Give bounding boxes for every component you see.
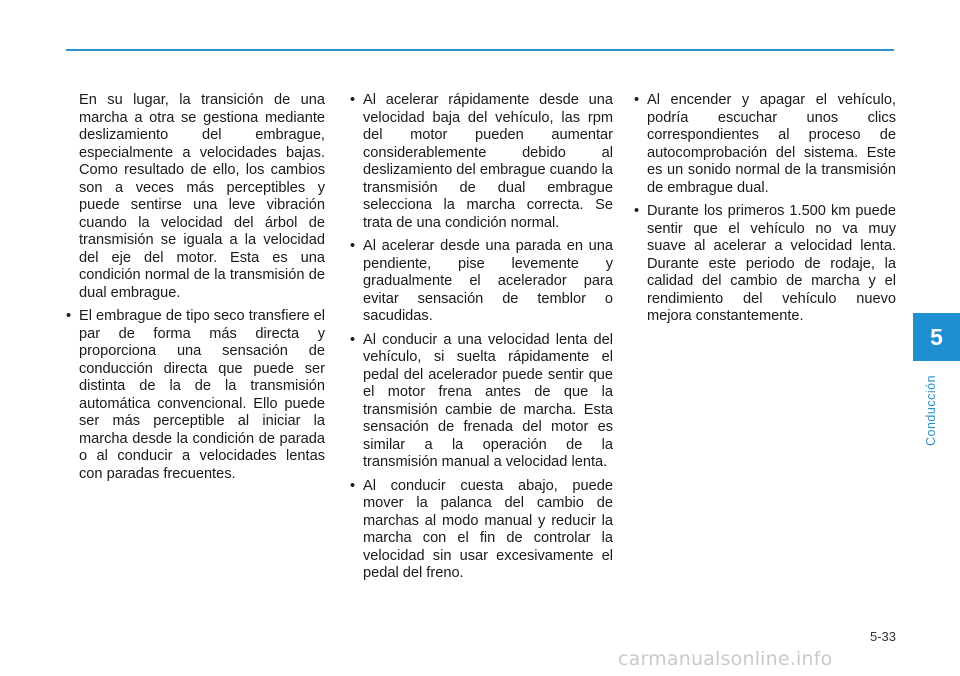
text-column-2 xyxy=(350,92,613,589)
bullet-item xyxy=(350,238,613,326)
bullet-text: Al conducir cuesta abajo, puede mover la palanca del cambio de marchas al modo manual y reducir la marcha con el fin de controlar la velocidad sin usar excesivamente el pedal del freno. xyxy=(363,477,613,581)
bullet-marker: • xyxy=(634,92,640,108)
bullet-text: Al acelerar desde una parada en una pendiente, pise levemente y gradualmente el acelerador para evitar sensación de temblor o sacudidas. xyxy=(363,238,613,324)
text-column-1 xyxy=(66,92,325,489)
bullet-marker: • xyxy=(66,308,72,324)
chapter-number: 5 xyxy=(930,323,943,350)
watermark: carmanualsonline.info xyxy=(618,648,833,670)
bullet-item xyxy=(350,478,613,583)
chapter-tab xyxy=(913,313,960,361)
bullet-text: Al conducir a una velocidad lenta del vehículo, si suelta rápidamente el pedal del acelerador puede sentir que el motor frena antes de que la transmisión cambie de marcha. Esta sensación de frenada del motor es similar a la operación de la transmisión manual a velocidad lenta. xyxy=(363,331,613,470)
bullet-marker: • xyxy=(350,92,356,108)
bullet-item xyxy=(634,203,896,326)
bullet-item xyxy=(350,92,613,232)
bullet-marker: • xyxy=(350,477,356,494)
bullet-item xyxy=(66,308,325,483)
bullet-marker: • xyxy=(634,203,640,219)
bullet-marker: • xyxy=(350,238,356,254)
bullet-item xyxy=(350,332,613,472)
chapter-title: Conducción xyxy=(924,374,938,446)
bullet-marker: • xyxy=(350,331,356,348)
text-column-3 xyxy=(634,92,896,332)
bullet-text: Al encender y apagar el vehículo, podría escuchar unos clics correspondientes al proceso de autocomprobación del sistema. Este es un sonido normal de la transmisión de embrague dual. xyxy=(647,92,896,196)
paragraph: En su lugar, la transición de una marcha a otra se gestiona mediante deslizamiento del embrague, especialmente a velocidades bajas. Como resultado de ello, los cambios son a veces más perceptibles y puede sentirse una leve vibración cuando la velocidad del árbol de transmisión se iguala a la velocidad del eje del motor. Esta es una condición normal de la transmisión de dual embrague. xyxy=(79,92,325,301)
bullet-item xyxy=(634,92,896,197)
bullet-text: El embrague de tipo seco transfiere el par de forma más directa y proporciona una sensación de conducción directa que puede ser distinta de la de la transmisión automática convencional. Ello puede ser más perceptible al iniciar la marcha desde la condición de parada o al conducir a velocidades lentas con paradas frecuentes. xyxy=(79,308,325,482)
top-rule xyxy=(66,49,894,51)
bullet-text: Al acelerar rápidamente desde una velocidad baja del vehículo, las rpm del motor pueden aumentar considerablemente debido al deslizamiento del embrague cuando la transmisión de dual embrague selecciona la marcha correcta. Se trata de una condición normal. xyxy=(363,92,613,231)
bullet-text: Durante los primeros 1.500 km puede sentir que el vehículo no va muy suave al acelerar a velocidad lenta. Durante este periodo de rodaje, la calidad del cambio de marcha y el rendimiento del vehículo nuevo mejora constantemente. xyxy=(647,203,896,324)
page-number: 5-33 xyxy=(869,629,896,644)
